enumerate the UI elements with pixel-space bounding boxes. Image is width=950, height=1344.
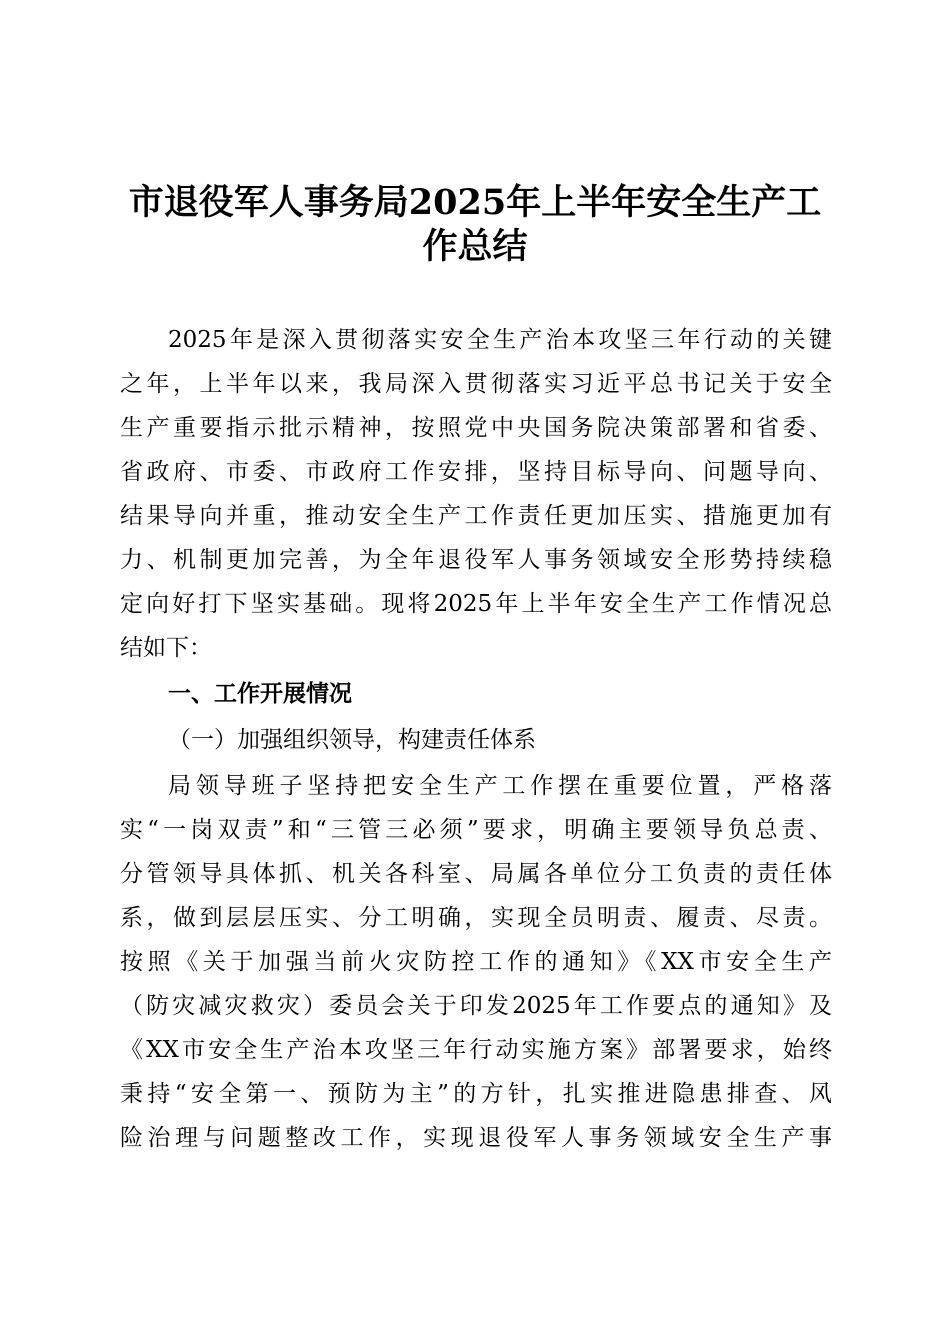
subsection-heading: （一）加强组织领导，构建责任体系: [168, 727, 536, 753]
intro-paragraph-line: 力、机制更加完善，为全年退役军人事务领域安全形势持续稳: [120, 547, 832, 573]
section-heading-1: 一、工作开展情况: [168, 681, 352, 707]
body-paragraph-line: （防灾减灾救灾）委员会关于印发2025年工作要点的通知》及: [120, 993, 832, 1019]
body-paragraph-line: 分管领导具体抓、机关各科室、局属各单位分工负责的责任体: [120, 861, 832, 887]
body-paragraph-line: 系，做到层层压实、分工明确，实现全员明责、履责、尽责。: [120, 905, 832, 931]
intro-paragraph-line: 定向好打下坚实基础。现将2025年上半年安全生产工作情况总: [120, 591, 832, 617]
intro-paragraph-line: 之年，上半年以来，我局深入贯彻落实习近平总书记关于安全: [120, 371, 832, 397]
document-title-line-2: 作总结: [422, 226, 528, 267]
body-paragraph-line: 局领导班子坚持把安全生产工作摆在重要位置，严格落: [168, 773, 832, 799]
body-paragraph-line: 险治理与问题整改工作，实现退役军人事务领域安全生产事: [120, 1125, 832, 1151]
intro-paragraph-line: 结果导向并重，推动安全生产工作责任更加压实、措施更加有: [120, 503, 832, 529]
body-paragraph-line: 秉持“安全第一、预防为主”的方针，扎实推进隐患排查、风: [120, 1081, 832, 1107]
body-paragraph-line: 按照《关于加强当前火灾防控工作的通知》《XX市安全生产: [120, 949, 832, 975]
intro-paragraph-line: 2025年是深入贯彻落实安全生产治本攻坚三年行动的关键: [168, 327, 832, 353]
intro-paragraph-line: 生产重要指示批示精神，按照党中央国务院决策部署和省委、: [120, 415, 832, 441]
intro-paragraph-line: 结如下：: [120, 635, 212, 661]
body-paragraph-line: 实“一岗双责”和“三管三必须”要求，明确主要领导负总责、: [120, 817, 832, 843]
body-paragraph-line: 《XX市安全生产治本攻坚三年行动实施方案》部署要求，始终: [120, 1037, 832, 1063]
document-title-line-1: 市退役军人事务局2025年上半年安全生产工: [128, 182, 822, 223]
intro-paragraph-line: 省政府、市委、市政府工作安排，坚持目标导向、问题导向、: [120, 459, 832, 485]
